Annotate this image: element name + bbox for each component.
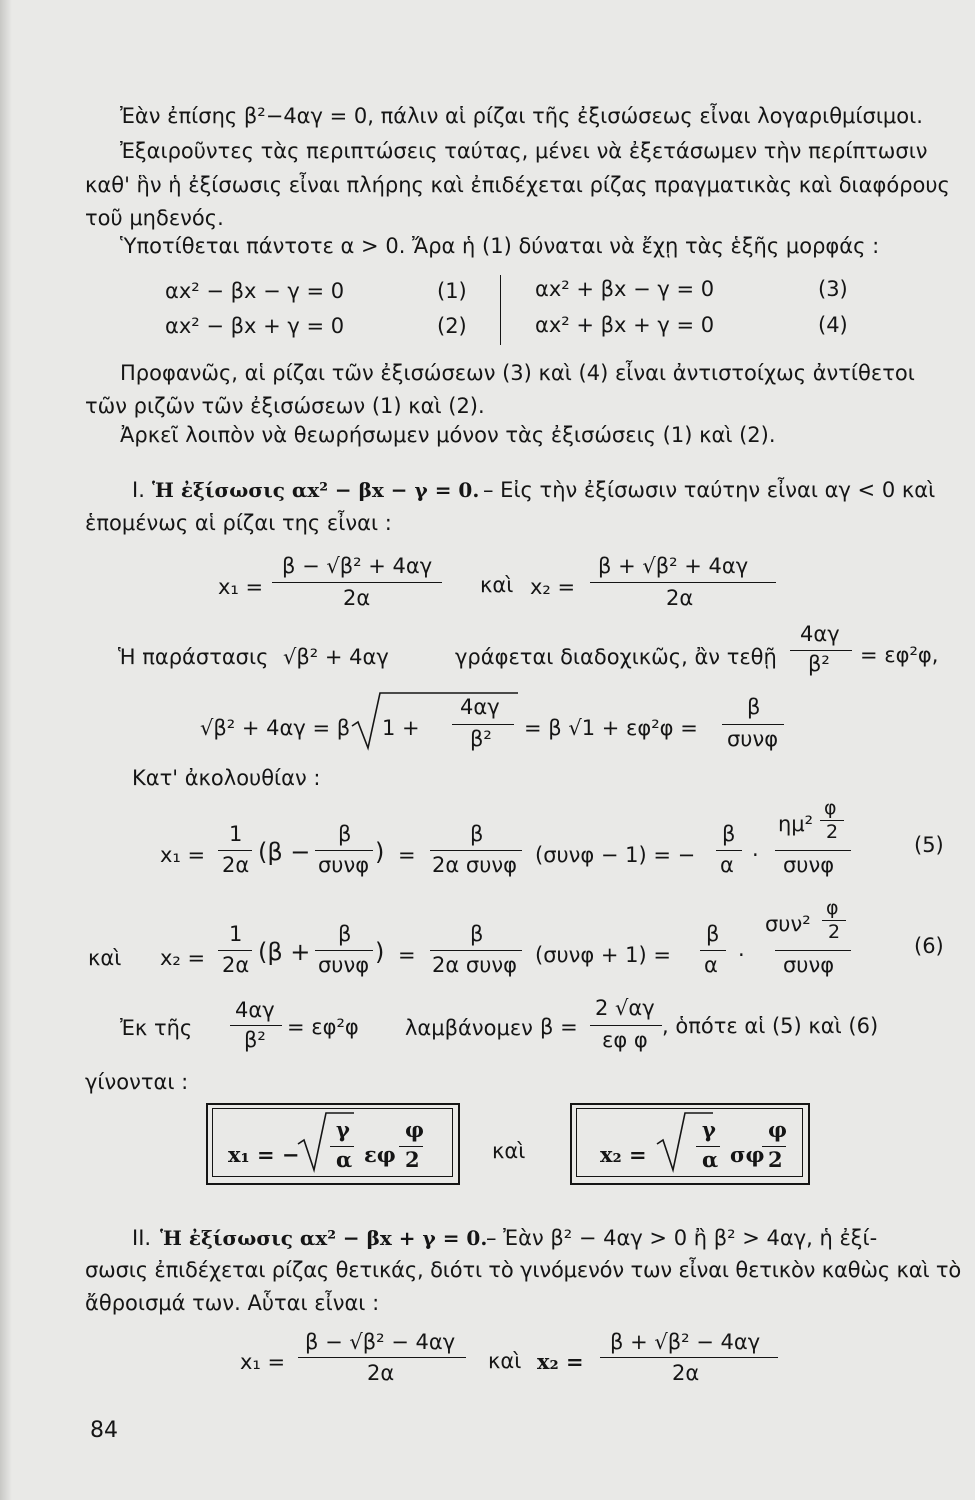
- box-x1-lhs: x₁ = −: [228, 1142, 300, 1167]
- section-title: Ἡ ἐξίσωσις αx² − βx − γ = 0.: [152, 478, 480, 502]
- fraction-numerator: 4αγ: [800, 622, 840, 646]
- beta-equals: β =: [540, 1015, 578, 1039]
- fraction-bar: [790, 650, 852, 651]
- paragraph-line: γράφεται διαδοχικῶς, ἂν τεθῇ: [455, 645, 777, 669]
- paren-close: ): [375, 938, 385, 966]
- fraction-denominator: 2α συνφ: [432, 853, 517, 877]
- equation-middle: (συνφ − 1) = −: [535, 843, 696, 867]
- x1-denominator: 2α: [343, 586, 371, 610]
- x2-label: x₂ =: [530, 575, 576, 599]
- box-x2-lhs: x₂ =: [600, 1142, 647, 1167]
- paragraph-line: Ἡ παράστασις: [118, 645, 269, 669]
- x1-label: x₁ =: [218, 575, 264, 599]
- equation-number: (2): [437, 314, 467, 338]
- fraction-numerator: β: [470, 822, 484, 846]
- box-fraction-num: γ: [702, 1117, 716, 1142]
- paragraph-line: ἑπομένως αἱ ρίζαι της εἶναι :: [85, 511, 392, 535]
- paren-expression: (β −: [258, 838, 311, 866]
- fraction-bar: [600, 1357, 778, 1358]
- x2-denominator: 2α: [672, 1361, 700, 1385]
- equation-1: αx² − βx − γ = 0: [165, 279, 345, 303]
- equals-sign: =: [398, 843, 416, 867]
- paragraph-line: γίνονται :: [85, 1070, 189, 1094]
- fraction-bar: [430, 950, 522, 951]
- fraction-bar: [230, 1025, 282, 1026]
- equation-3: αx² + βx − γ = 0: [535, 277, 715, 301]
- half-angle-num: φ: [826, 897, 839, 919]
- fraction-bar: [452, 724, 514, 725]
- x1-label: x₁ =: [240, 1350, 286, 1374]
- half-angle-den: 2: [405, 1147, 420, 1172]
- paren-close: ): [375, 838, 385, 866]
- paragraph-line: Ἐκ τῆς: [120, 1016, 193, 1040]
- book-spine-shadow: [0, 0, 12, 1500]
- paragraph-line: σωσις ἐπιδέχεται ρίζας θετικάς, διότι τὸ γινόμενόν των εἶναι θετικὸν καθὼς καὶ τὸ: [85, 1258, 962, 1282]
- fraction-bar: [775, 950, 851, 951]
- x2-label: x₂ =: [160, 946, 206, 970]
- fraction-bar: [272, 582, 442, 583]
- fraction-denominator: 2α συνφ: [432, 953, 517, 977]
- section-title: Ἡ ἐξίσωσις αx² − βx + γ = 0.: [160, 1226, 488, 1250]
- fraction-numerator: β: [722, 822, 736, 846]
- fraction-denominator: α: [704, 953, 718, 977]
- fraction-denominator: 2α: [222, 853, 250, 877]
- dot-operator: ·: [738, 943, 745, 967]
- fraction-numerator: β: [338, 922, 352, 946]
- half-angle-num: φ: [824, 797, 837, 819]
- fraction-numerator: β: [470, 922, 484, 946]
- fraction-numerator: 4αγ: [235, 998, 275, 1022]
- fraction-bar: [590, 582, 776, 583]
- equation-4: αx² + βx + γ = 0: [535, 313, 715, 337]
- half-angle-den: 2: [768, 1147, 783, 1172]
- paragraph-line: Ἐξαιροῦντες τὰς περιπτώσεις ταύτας, μένει νὰ ἐξετάσωμεν τὴν περίπτωσιν: [120, 139, 928, 163]
- paragraph-line: καθ' ἣν ἡ ἐξίσωσις εἶναι πλήρης καὶ ἐπιδέχεται ρίζας πραγματικὰς καὶ διαφόρους: [85, 173, 950, 197]
- paragraph-line: Ὑποτίθεται πάντοτε α > 0. Ἄρα ἡ (1) δύναται νὰ ἔχῃ τὰς ἑξῆς μορφάς :: [120, 234, 880, 258]
- fraction-numerator: β: [338, 822, 352, 846]
- fraction-bar: [430, 850, 522, 851]
- fraction-numerator: 1: [229, 822, 243, 846]
- equals-tan-squared: = εφ²φ: [287, 1015, 359, 1039]
- fraction-denominator: συνφ: [783, 953, 835, 977]
- paragraph-line: τοῦ μηδενός.: [85, 206, 224, 230]
- fraction-bar: [775, 850, 851, 851]
- fraction-bar: [722, 724, 784, 725]
- fraction-denominator: β²: [470, 727, 492, 751]
- dot-operator: ·: [752, 843, 759, 867]
- paragraph-discriminant-zero: Ἐὰν ἐπίσης β²−4αγ = 0, πάλιν αἱ ρίζαι τῆς ἐξισώσεως εἶναι λογαριθμίσιμοι.: [120, 104, 923, 128]
- section-number: I.: [132, 478, 145, 502]
- box-fraction-den: α: [702, 1147, 719, 1172]
- fraction-bar: [700, 950, 726, 951]
- paragraph-line: Ἀρκεῖ λοιπὸν νὰ θεωρήσωμεν μόνον τὰς ἐξισώσεις (1) καὶ (2).: [120, 423, 776, 447]
- fraction-numerator: β: [706, 922, 720, 946]
- equation-middle: (συνφ + 1) =: [535, 943, 672, 967]
- equation-2: αx² − βx + γ = 0: [165, 314, 345, 338]
- fraction-denominator: συνφ: [318, 853, 370, 877]
- fraction-bar: [315, 950, 373, 951]
- paragraph-line: λαμβάνομεν: [405, 1016, 533, 1040]
- kai-text: καὶ: [492, 1139, 526, 1163]
- equation-separator: [500, 275, 501, 345]
- chain-one-plus: 1 +: [382, 716, 420, 740]
- fraction-denominator: συνφ: [783, 853, 835, 877]
- x1-numerator: β − √β² + 4αγ: [282, 554, 433, 578]
- fraction-bar: [716, 850, 742, 851]
- half-angle-num: φ: [768, 1117, 788, 1142]
- fraction-bar: [218, 950, 252, 951]
- box-fraction-num: γ: [336, 1117, 350, 1142]
- x2-numerator: β + √β² + 4αγ: [598, 554, 749, 578]
- chain-lhs: √β² + 4αγ = β: [200, 716, 351, 740]
- x2-numerator: β + √β² − 4αγ: [610, 1330, 761, 1354]
- fraction-numerator: 1: [229, 922, 243, 946]
- paragraph-line: Κατ' ἀκολουθίαν :: [132, 766, 321, 790]
- tangent-label: εφ: [364, 1142, 396, 1167]
- fraction-numerator: 2 √αγ: [595, 996, 655, 1020]
- section-text: – Εἰς τὴν ἐξίσωσιν ταύτην εἶναι αγ < 0 καὶ: [483, 478, 936, 502]
- fraction-bar: [218, 850, 252, 851]
- paragraph-line: τῶν ριζῶν τῶν ἐξισώσεων (1) καὶ (2).: [85, 394, 485, 418]
- fraction-bar: [298, 1357, 466, 1358]
- fraction-numerator: 4αγ: [460, 695, 500, 719]
- chain-middle: = β √1 + εφ²φ =: [524, 716, 698, 740]
- x1-denominator: 2α: [367, 1361, 395, 1385]
- x2-label: x₂ =: [537, 1349, 584, 1374]
- kai-text: καὶ: [488, 1349, 522, 1373]
- sine-squared: ημ²: [778, 812, 814, 836]
- fraction-denominator: 2α: [222, 953, 250, 977]
- fraction-denominator: β²: [808, 652, 830, 676]
- fraction-bar: [590, 1025, 662, 1026]
- radical-expression: √β² + 4αγ: [283, 645, 389, 669]
- paren-expression: (β +: [258, 938, 311, 966]
- paragraph-line: , ὁπότε αἱ (5) καὶ (6): [662, 1014, 879, 1038]
- paragraph-line: ἄθροισμά των. Αὗται εἶναι :: [85, 1291, 380, 1315]
- kai-text: καὶ: [480, 573, 514, 597]
- fraction-denominator: συνφ: [727, 727, 779, 751]
- equation-number: (1): [437, 279, 467, 303]
- equation-number-6: (6): [914, 934, 944, 958]
- section-number: II.: [132, 1226, 152, 1250]
- x2-denominator: 2α: [666, 586, 694, 610]
- fraction-numerator: β: [747, 695, 761, 719]
- box-fraction-den: α: [336, 1147, 353, 1172]
- fraction-denominator: συνφ: [318, 953, 370, 977]
- half-angle-den: 2: [828, 921, 841, 943]
- fraction-denominator: εφ φ: [602, 1028, 648, 1052]
- equation-number: (3): [818, 277, 848, 301]
- x1-label: x₁ =: [160, 843, 206, 867]
- kai-text: καὶ: [88, 946, 122, 970]
- section-text: – Ἐὰν β² − 4αγ > 0 ἢ β² > 4αγ, ἡ ἐξί-: [486, 1226, 878, 1250]
- equation-number-5: (5): [914, 833, 944, 857]
- fraction-denominator: α: [720, 853, 734, 877]
- fraction-denominator: β²: [244, 1028, 266, 1052]
- page-number: 84: [90, 1418, 118, 1443]
- fraction-bar: [315, 850, 373, 851]
- half-angle-num: φ: [405, 1117, 425, 1142]
- x1-numerator: β − √β² − 4αγ: [305, 1330, 456, 1354]
- equals-sign: =: [398, 943, 416, 967]
- cosine-squared: συν²: [765, 912, 811, 936]
- paragraph-line: Προφανῶς, αἱ ρίζαι τῶν ἐξισώσεων (3) καὶ (4) εἶναι ἀντιστοίχως ἀντίθετοι: [120, 361, 915, 385]
- cotangent-label: σφ: [730, 1142, 765, 1167]
- equation-number: (4): [818, 313, 848, 337]
- equals-tan-squared: = εφ²φ,: [860, 643, 939, 667]
- half-angle-den: 2: [826, 821, 839, 843]
